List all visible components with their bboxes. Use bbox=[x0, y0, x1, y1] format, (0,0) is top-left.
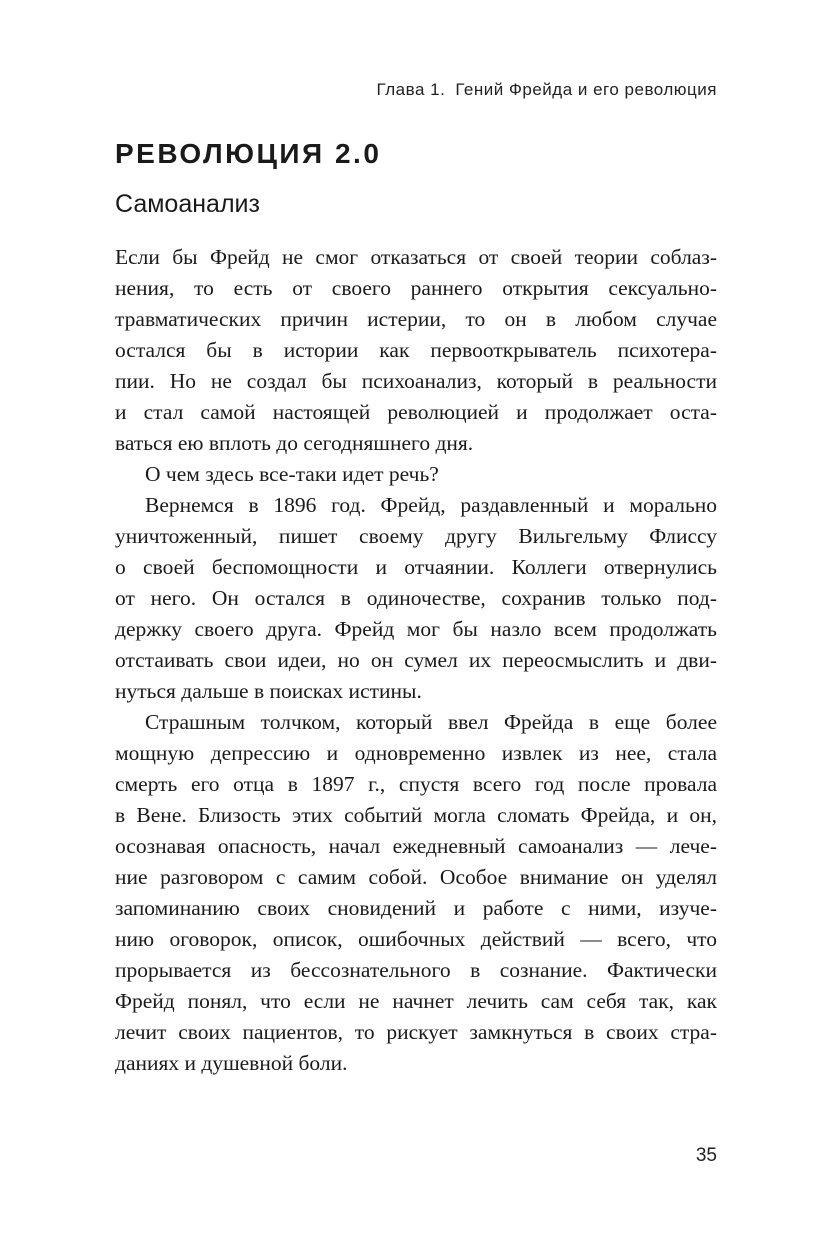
text-line: даниях и душевной боли. bbox=[115, 1051, 348, 1075]
text-line: Вернемся в 1896 год. Фрейд, раздавленный и морально bbox=[145, 493, 717, 517]
paragraph-1 bbox=[115, 242, 717, 459]
subsection-title: Самоанализ bbox=[115, 190, 260, 218]
running-head-chapter-number: Глава 1. bbox=[376, 80, 446, 99]
text-line: нения, то есть от своего раннего открытия сексуально- bbox=[115, 276, 717, 300]
text-line: от него. Он остался в одиночестве, сохранив только под- bbox=[115, 586, 717, 610]
running-head bbox=[377, 80, 718, 100]
text-line: нуться дальше в поисках истины. bbox=[115, 679, 422, 703]
text-line: осознавая опасность, начал ежедневный самоанализ — лече- bbox=[115, 834, 717, 858]
text-line: О чем здесь все-таки идет речь? bbox=[145, 462, 439, 486]
text-line: держку своего друга. Фрейд мог бы назло всем продолжать bbox=[115, 617, 717, 641]
text-line: ваться ею вплоть до сегодняшнего дня. bbox=[115, 431, 474, 455]
text-line: остался бы в истории как первооткрыватель психотера- bbox=[115, 338, 717, 362]
text-line: мощную депрессию и одновременно извлек из нее, стала bbox=[115, 741, 717, 765]
page-number: 35 bbox=[695, 1145, 717, 1166]
text-line: уничтоженный, пишет своему другу Вильгельму Флиссу bbox=[115, 524, 717, 548]
text-line: прорывается из бессознательного в сознание. Фактически bbox=[115, 958, 717, 982]
text-line: в Вене. Близость этих событий могла сломать Фрейда, и он, bbox=[115, 803, 717, 827]
paragraph-4 bbox=[115, 707, 717, 1079]
text-line: о своей беспомощности и отчаянии. Коллеги отвернулись bbox=[115, 555, 717, 579]
text-line: лечит своих пациентов, то рискует замкнуться в своих стра- bbox=[115, 1020, 717, 1044]
text-line: травматических причин истерии, то он в любом случае bbox=[115, 307, 717, 331]
running-head-chapter-title: Гений Фрейда и его революция bbox=[455, 80, 717, 99]
body-text bbox=[115, 242, 717, 1079]
text-line: пии. Но не создал бы психоанализ, который в реальности bbox=[115, 369, 717, 393]
text-line: Если бы Фрейд не смог отказаться от своей теории соблаз- bbox=[115, 245, 717, 269]
text-line: и стал самой настоящей революцией и продолжает оста- bbox=[115, 400, 717, 424]
paragraph-2 bbox=[115, 459, 717, 490]
section-title: РЕВОЛЮЦИЯ 2.0 bbox=[115, 138, 382, 169]
text-line: ние разговором с самим собой. Особое внимание он уделял bbox=[115, 865, 717, 889]
text-line: смерть его отца в 1897 г., спустя всего год после провала bbox=[115, 772, 717, 796]
text-line: Страшным толчком, который ввел Фрейда в еще более bbox=[145, 710, 717, 734]
paragraph-3 bbox=[115, 490, 717, 707]
text-line: нию оговорок, описок, ошибочных действий — всего, что bbox=[115, 927, 717, 951]
text-line: запоминанию своих сновидений и работе с ними, изуче- bbox=[115, 896, 717, 920]
text-line: Фрейд понял, что если не начнет лечить сам себя так, как bbox=[115, 989, 717, 1013]
text-line: отстаивать свои идеи, но он сумел их переосмыслить и дви- bbox=[115, 648, 717, 672]
